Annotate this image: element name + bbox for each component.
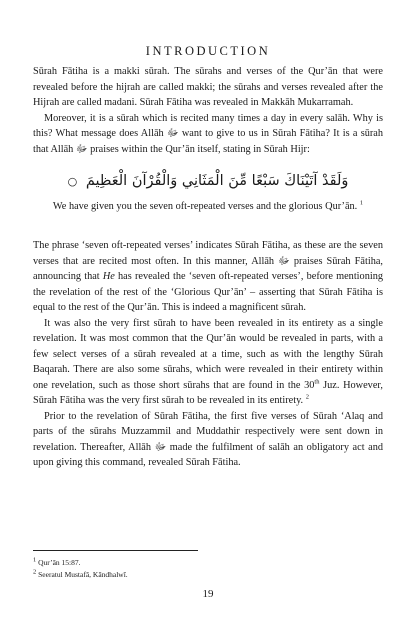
paragraph-4-part-b: Juz. However, Sūrah Fātiha was the very first sūrah to be revealed in its entirety.	[33, 379, 383, 406]
ayah-end-mark: ○	[67, 175, 78, 188]
footnote-2	[33, 569, 383, 581]
paragraph-3-emphasis: He	[102, 271, 115, 282]
footnote-1-text: Qur’ān 15:87.	[38, 558, 81, 567]
footnote-1	[33, 557, 383, 569]
arabic-verse	[33, 170, 383, 193]
footnote-1-number: 1	[33, 556, 37, 564]
paragraph-5: Prior to the revelation of Sūrah Fātiha, the first five verses of Sūrah ‘Alaq and parts of the sūrahs Muzzammil and Muddathir respectively were sent down in revelation. Thereafter, Allāh ﷻ made the fulfilment of salāh an obligatory act and upon giving this command, revealed Sūrah Fātiha.	[33, 410, 383, 468]
verse-translation	[33, 199, 383, 214]
paragraph-1: Sūrah Fātiha is a makki sūrah. The sūrahs and verses of the Qur’ān that were revealed before the hijrah are called makki; the sūrahs and verses revealed after the Hijrah are called madani. Sūrah Fātiha was revealed in Makkāh Mukarramah.	[33, 66, 383, 108]
footnotes	[33, 550, 383, 581]
paragraph-3-part-b: has revealed the ‘seven oft-repeated verses’, before mentioning the revelation of the rest of the ‘Glorious Qur’ān’ – asserting that Sūrah Fātiha is equal to the rest of the Qur’ān. This is indeed a magnificent sūrah.	[33, 271, 383, 313]
paragraph-3-part-a: The phrase ‘seven oft-repeated verses’ indicates Sūrah Fātiha, as these are the seven verses that are recited most often. In this manner, Allāh ﷻ praises Sūrah Fātiha, announcing that	[33, 240, 383, 282]
page-number: 19	[202, 588, 214, 600]
arabic-text: وَلَقَدْ آتَيْنَاكَ سَبْعًا مِّنَ الْمَثَانِي وَالْقُرْآنَ الْعَظِيمَ	[85, 173, 349, 189]
footnote-divider	[33, 550, 198, 551]
footnote-2-number: 2	[33, 568, 37, 576]
paragraph-2: Moreover, it is a sūrah which is recited many times a day in every salāh. Why is this? What message does Allāh ﷻ want to give to us in Sūrah Fātiha? It is a sūrah that Allāh ﷻ praises within the Qur’ān itself, stating in Sūrah Hijr:	[33, 112, 383, 155]
footnote-ref-1: 1	[359, 199, 364, 207]
paragraph-3	[33, 238, 383, 316]
footnote-2-text: Seeratul Mustafā, Kāndhalwī.	[38, 570, 128, 579]
footnote-ref-2: 2	[305, 393, 309, 401]
page-body	[33, 42, 383, 471]
paragraph-4-part-a: It was also the very first sūrah to have been revealed in its entirety as a single revelation. It was most common that the Qur’ān would be revealed in parts, with a few select verses of a sūrah revealed at a time, such as with the lengthy Sūrah Baqarah. There are also some sūrahs, which were revealed in their entirety within one revelation, such as those short sūrahs that are found in the 30	[33, 317, 383, 391]
chapter-heading: INTRODUCTION	[145, 44, 271, 58]
translation-text: We have given you the seven oft-repeated verses and the glorious Qur’ān.	[52, 201, 358, 212]
ordinal-suffix: th	[314, 378, 320, 386]
paragraph-4	[33, 316, 383, 409]
